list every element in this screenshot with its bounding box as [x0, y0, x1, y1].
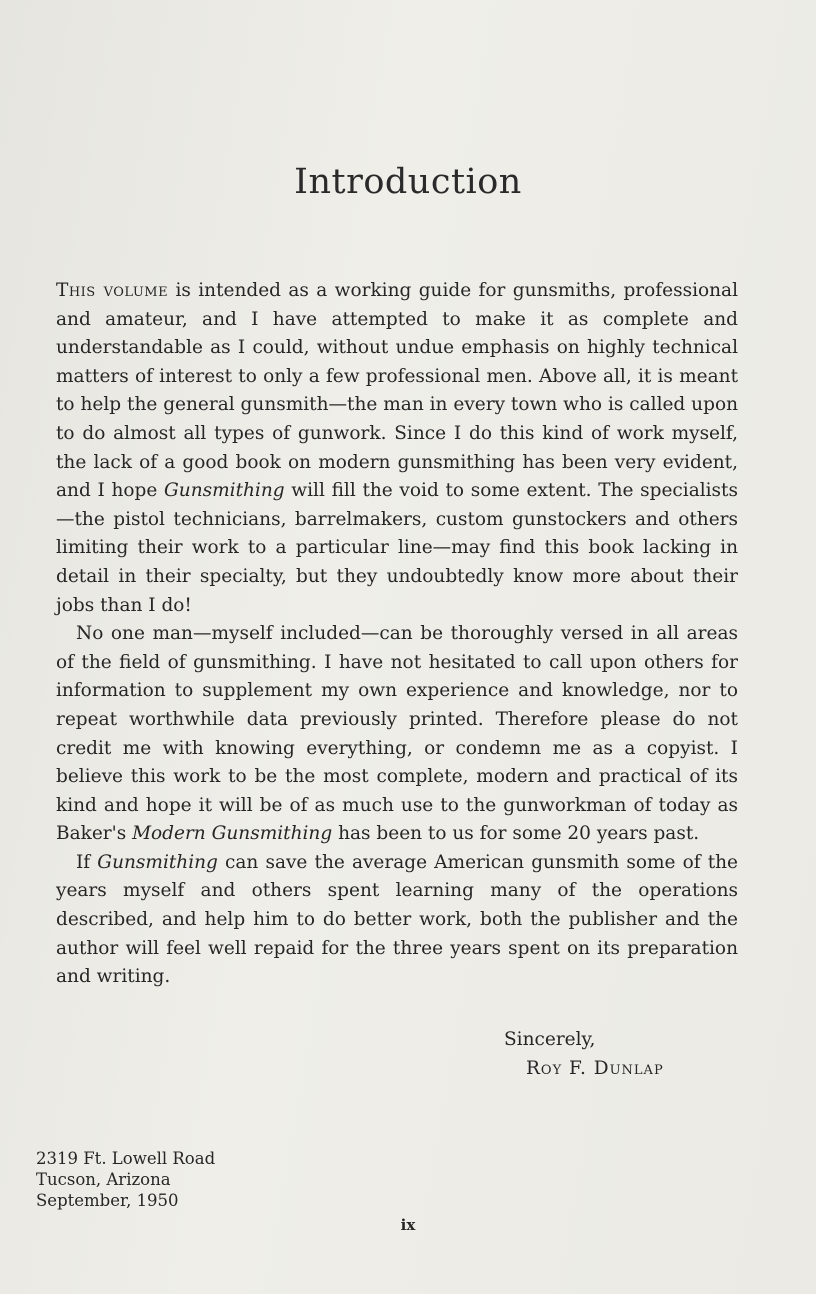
paragraph-3-text-b: can save the average American gunsmith some of the years myself and others spent learning many of the operations described, and help him to do better work, both the publisher and the author will feel well repaid for the three years spent on its preparation and writing.	[56, 851, 738, 988]
signoff-closing: Sincerely,	[504, 1029, 596, 1050]
address-block	[36, 1148, 215, 1211]
author-name: Roy F. Dunlap	[526, 1058, 664, 1079]
paragraph-1	[56, 277, 738, 620]
introduction-body	[56, 277, 738, 992]
paragraph-2-italic: Modern Gunsmithing	[132, 823, 333, 845]
paragraph-3-italic: Gunsmithing	[97, 851, 218, 873]
page-number: ix	[400, 1216, 416, 1234]
paragraph-1-text-a: is intended as a working guide for gunsmiths, professional and amateur, and I have attempted to make it as complete and understandable as I could, without undue emphasis on highly technical matters of interest to only a few professional men. Above all, it is meant to help the general gunsmith—the man in every town who is called upon to do almost all types of gunwork. Since I do this kind of work myself, the lack of a good book on modern gunsmithing has been very evident, and I hope	[56, 280, 738, 502]
paragraph-3	[56, 849, 738, 992]
address-line-3: September, 1950	[36, 1191, 179, 1210]
paragraph-2-text-b: has been to us for some 20 years past.	[332, 823, 700, 845]
paragraph-1-text-b: will fill the void to some extent. The specialists—the pistol technicians, barrelmakers, custom gunstockers and others limiting their work to a particular line—may find this book lacking in detail in their specialty, but they undoubtedly know more about their jobs than I do!	[56, 480, 738, 616]
signoff	[504, 1025, 664, 1083]
page-title: Introduction	[294, 162, 522, 202]
paragraph-1-lead: This volume	[56, 280, 169, 301]
address-line-2: Tucson, Arizona	[36, 1170, 171, 1189]
paragraph-1-italic: Gunsmithing	[164, 480, 285, 502]
paragraph-2-text-a: No one man—myself included—can be thoroughly versed in all areas of the field of gunsmithing. I have not hesitated to call upon others for information to supplement my own experience and knowledge, nor to repeat worthwhile data previously printed. Therefore please do not credit me with knowing everything, or condemn me as a copyist. I believe this work to be the most complete, modern and practical of its kind and hope it will be of as much use to the gunworkman of today as Baker's	[56, 623, 738, 845]
paragraph-3-lead: If	[76, 851, 98, 873]
paragraph-2	[56, 620, 738, 849]
address-line-1: 2319 Ft. Lowell Road	[36, 1149, 216, 1168]
